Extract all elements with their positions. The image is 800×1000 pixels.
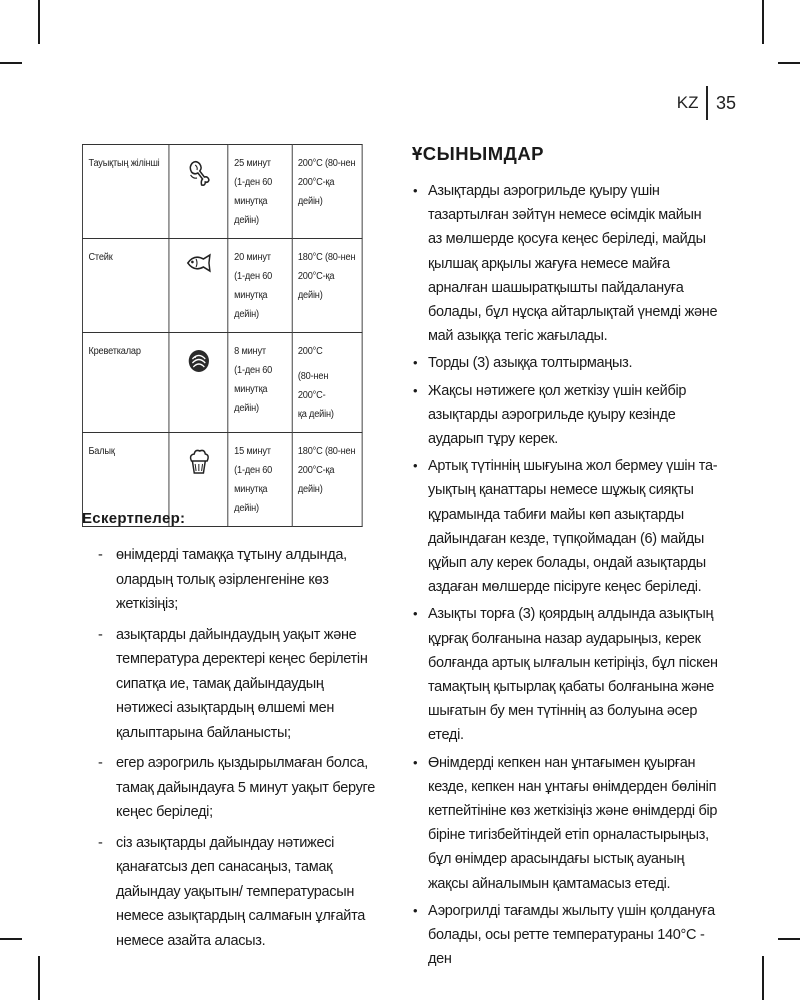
temp-line: (80-нен 200°С- (297, 371, 329, 401)
crop-mark (38, 956, 40, 1000)
time-line: минутқа (234, 384, 268, 395)
list-item: • Азықтарды аэрогрильде қуыру үшін тазартылған зәйтүн немесе өсімдік майын аз мөлшерде қосуға кеңес беріледі, майды қылшақ арқылы жағуға немесе майға арналған шашыратқышты пайдалануға болады, бұл нұсқа айтарлықтай үнемді және май азыққа тегіс жағылады. (413, 183, 718, 345)
temp-line: 180°С (80-нен (297, 252, 356, 263)
table-row (82, 239, 362, 333)
time-line: дейін) (234, 309, 259, 320)
list-item: • Өнімдерді кепкен нан ұнтағымен қуырған кезде, кепкен нан ұнтағы өнімдерден бөлініп кетпейтініне көз жеткізіңіз және өнімдерді бір біріне тигізбейтіндей етіп орналастырыңыз, бұл өнімдер арасындағы ыстық ауаның жақсы айналымын қамтамасыз етеді. (413, 754, 718, 892)
fish-icon (169, 239, 228, 333)
list-item: • Жақсы нәтижеге қол жеткізу үшін кейбір азықтарды аэрогрильде қуыру кезінде аударып тұру керек. (413, 382, 687, 448)
page-number: 35 (715, 92, 736, 113)
time-line: дейін) (234, 503, 259, 514)
list-item: - егер аэрогриль қыздырылмаған болса, тамақ дайындауға 5 минут уақыт беруге кеңес беріледі; (98, 755, 375, 820)
time-line: минутқа (234, 484, 268, 495)
time-line: минутқа (234, 290, 268, 301)
food-name: Креветкалар (82, 333, 169, 433)
temp-line: 180°С (80-нен (297, 446, 356, 457)
notes-title: Ескертпелер: (82, 510, 186, 527)
crop-mark (778, 938, 800, 940)
chicken-leg-icon (169, 145, 228, 239)
table-row (82, 333, 362, 433)
time-line: (1-ден 60 (234, 177, 273, 188)
page-header (677, 88, 736, 118)
time-line: дейін) (234, 215, 259, 226)
time-line: 15 минут (234, 446, 271, 457)
table-row (82, 145, 362, 239)
time-line: (1-ден 60 (234, 465, 273, 476)
time-line: дейін) (234, 403, 259, 414)
list-item: - өнімдерді тамаққа тұтыну алдында, олардың толық әзірленгеніне көз жеткізіңіз; (98, 547, 347, 612)
time-line: (1-ден 60 (234, 365, 273, 376)
food-name: Балық (82, 433, 169, 527)
temp-line: 200°С (80-нен (297, 158, 356, 169)
recommendations-section (412, 143, 718, 975)
notes-section (82, 510, 382, 959)
list-item: • Торды (3) азыққа толтырмаңыз. (413, 355, 633, 372)
recommendations-list (412, 179, 718, 972)
temp-line: қа дейін) (297, 409, 334, 420)
crop-mark (0, 938, 22, 940)
list-item: • Аэрогрилді тағамды жылыту үшін қолдануға болады, осы ретте температураны 140°С - ден (413, 902, 715, 968)
temp-line: 200°С-қа дейін) (297, 177, 335, 207)
time-line: 20 минут (234, 252, 271, 263)
section-title: ҰСЫНЫМДАР (412, 143, 545, 164)
temp-line: 200°С (297, 346, 323, 357)
time-line: 25 минут (234, 158, 271, 169)
crop-mark (778, 62, 800, 64)
food-name: Стейк (82, 239, 169, 333)
crop-mark (762, 0, 764, 44)
temp-line: 200°С-қа дейін) (297, 465, 335, 495)
list-item: - азықтарды дайындаудың уақыт және температура деректері кеңес берілетін сипатқа ие, тамақ дайындаудың нәтижесі азықтардың өлшемі мен қалыптарына байланысты; (98, 626, 368, 741)
notes-list (82, 543, 382, 953)
food-name: Тауықтың жілінші (82, 145, 169, 239)
time-line: (1-ден 60 (234, 271, 273, 282)
list-item: • Азықты торға (3) қоярдың алдында азықтың құрғақ болғанына назар аударыңыз, керек болғанда артық ылғалын кетіріңіз, бұл піскен тамақтың қытырлақ қабаты болғанына және шығатын бу мен түтіннің аз болуына әсер етеді. (413, 606, 718, 744)
time-line: 8 минут (234, 346, 266, 357)
list-item: - сіз азықтарды дайындау нәтижесі қанағатсыз деп санасаңыз, тамақ дайындау уақытын/ температурасын немесе азықтардың салмағын ұлғайта немесе азайта аласыз. (98, 834, 366, 949)
language-code: KZ (676, 93, 699, 112)
crop-mark (762, 956, 764, 1000)
list-item: • Артық түтіннің шығуына жол бермеу үшін тауықтың қанаттары немесе шұжық сияқты құрамында табиғи майы көп азықтарды дайындаған кезде, түпқоймадан (6) майды құйып алу керек болады, ондай азықтарды аздаған мөлшерде пісіруге кеңес беріледі. (413, 458, 718, 596)
temp-line: 200°С-қа дейін) (297, 271, 335, 301)
cooking-table (82, 144, 363, 527)
shrimp-icon (169, 333, 228, 433)
crop-mark (0, 62, 22, 64)
time-line: минутқа (234, 196, 268, 207)
crop-mark (38, 0, 40, 44)
